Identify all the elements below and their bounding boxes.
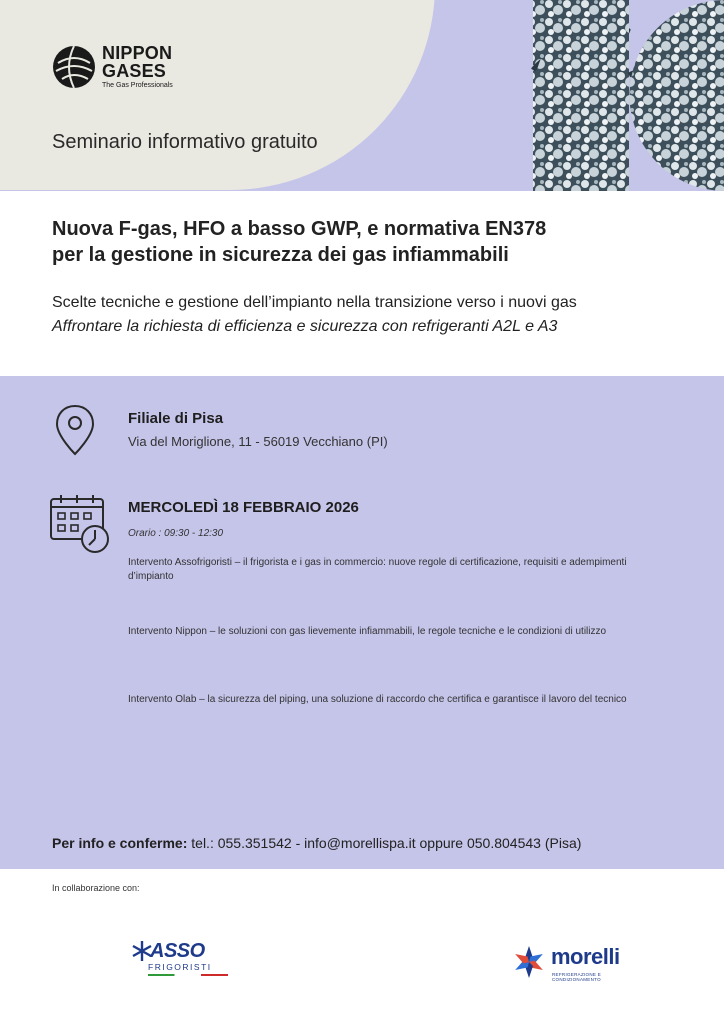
seminar-label: Seminario informativo gratuito (52, 131, 318, 153)
title-line2: per la gestione in sicurezza dei gas infiammabili (52, 244, 509, 266)
subtitle-line1: Scelte tecniche e gestione dell’impianto nella transizione verso i nuovi gas (52, 294, 577, 311)
calendar-clock-icon (49, 493, 111, 555)
morelli-star-icon (511, 944, 547, 980)
talk-item: Intervento Nippon – le soluzioni con gas lievemente infiammabili, le regole tecniche e le condizioni di utilizzo (128, 626, 607, 637)
partner1-sub: FRIGORISTI (148, 962, 212, 972)
contacts-details: tel.: 055.351542 - info@morellispa.it oppure 050.804543 (Pisa) (191, 835, 582, 851)
nippon-gases-logo (52, 44, 173, 89)
snowy-forest-photo (437, 0, 724, 191)
location-name: Filiale di Pisa (128, 410, 224, 427)
title-line1: Nuova F-gas, HFO a basso GWP, e normativa EN378 (52, 218, 547, 240)
talk-item: Intervento Olab – la sicurezza del piping, una soluzione di raccordo che certifica e garantisce il lavoro del tecnico (128, 694, 627, 705)
brand-tagline: The Gas Professionals (102, 82, 173, 89)
contacts-label: Per info e conferme: (52, 835, 188, 851)
collaboration-label: In collaborazione con: (52, 883, 140, 893)
brand-name-line1: NIPPON (102, 43, 173, 63)
italian-flag-stripe (148, 974, 228, 976)
talk-item: Intervento Assofrigoristi – il frigorista e i gas in commercio: nuove regole di certificazione, requisiti e adempimenti d’impianto (128, 557, 627, 582)
location-pin-icon (55, 404, 95, 456)
snowflake-icon (132, 940, 152, 962)
partner2-sub: REFRIGERAZIONE E CONDIZIONAMENTO (552, 972, 602, 982)
header-beige-shape (0, 0, 435, 190)
location-address: Via del Moriglione, 11 - 56019 Vecchiano (PI) (128, 434, 388, 449)
header-band (0, 0, 724, 191)
contacts-line (52, 835, 581, 851)
event-time: Orario : 09:30 - 12:30 (128, 528, 224, 539)
subtitle (52, 291, 577, 339)
subtitle-line2: Affrontare la richiesta di efficienza e sicurezza con refrigeranti A2L e A3 (52, 318, 558, 335)
brand-name-line2: GASES (102, 61, 167, 81)
morelli-logo (511, 944, 651, 984)
partner2-name: morelli (551, 944, 620, 969)
info-band (0, 376, 724, 869)
assofrigoristi-logo (132, 938, 232, 982)
globe-logo-icon (52, 45, 96, 89)
partner1-name: ASSO (150, 940, 205, 962)
page-title (52, 216, 546, 268)
event-date: MERCOLEDÌ 18 FEBBRAIO 2026 (128, 499, 359, 516)
